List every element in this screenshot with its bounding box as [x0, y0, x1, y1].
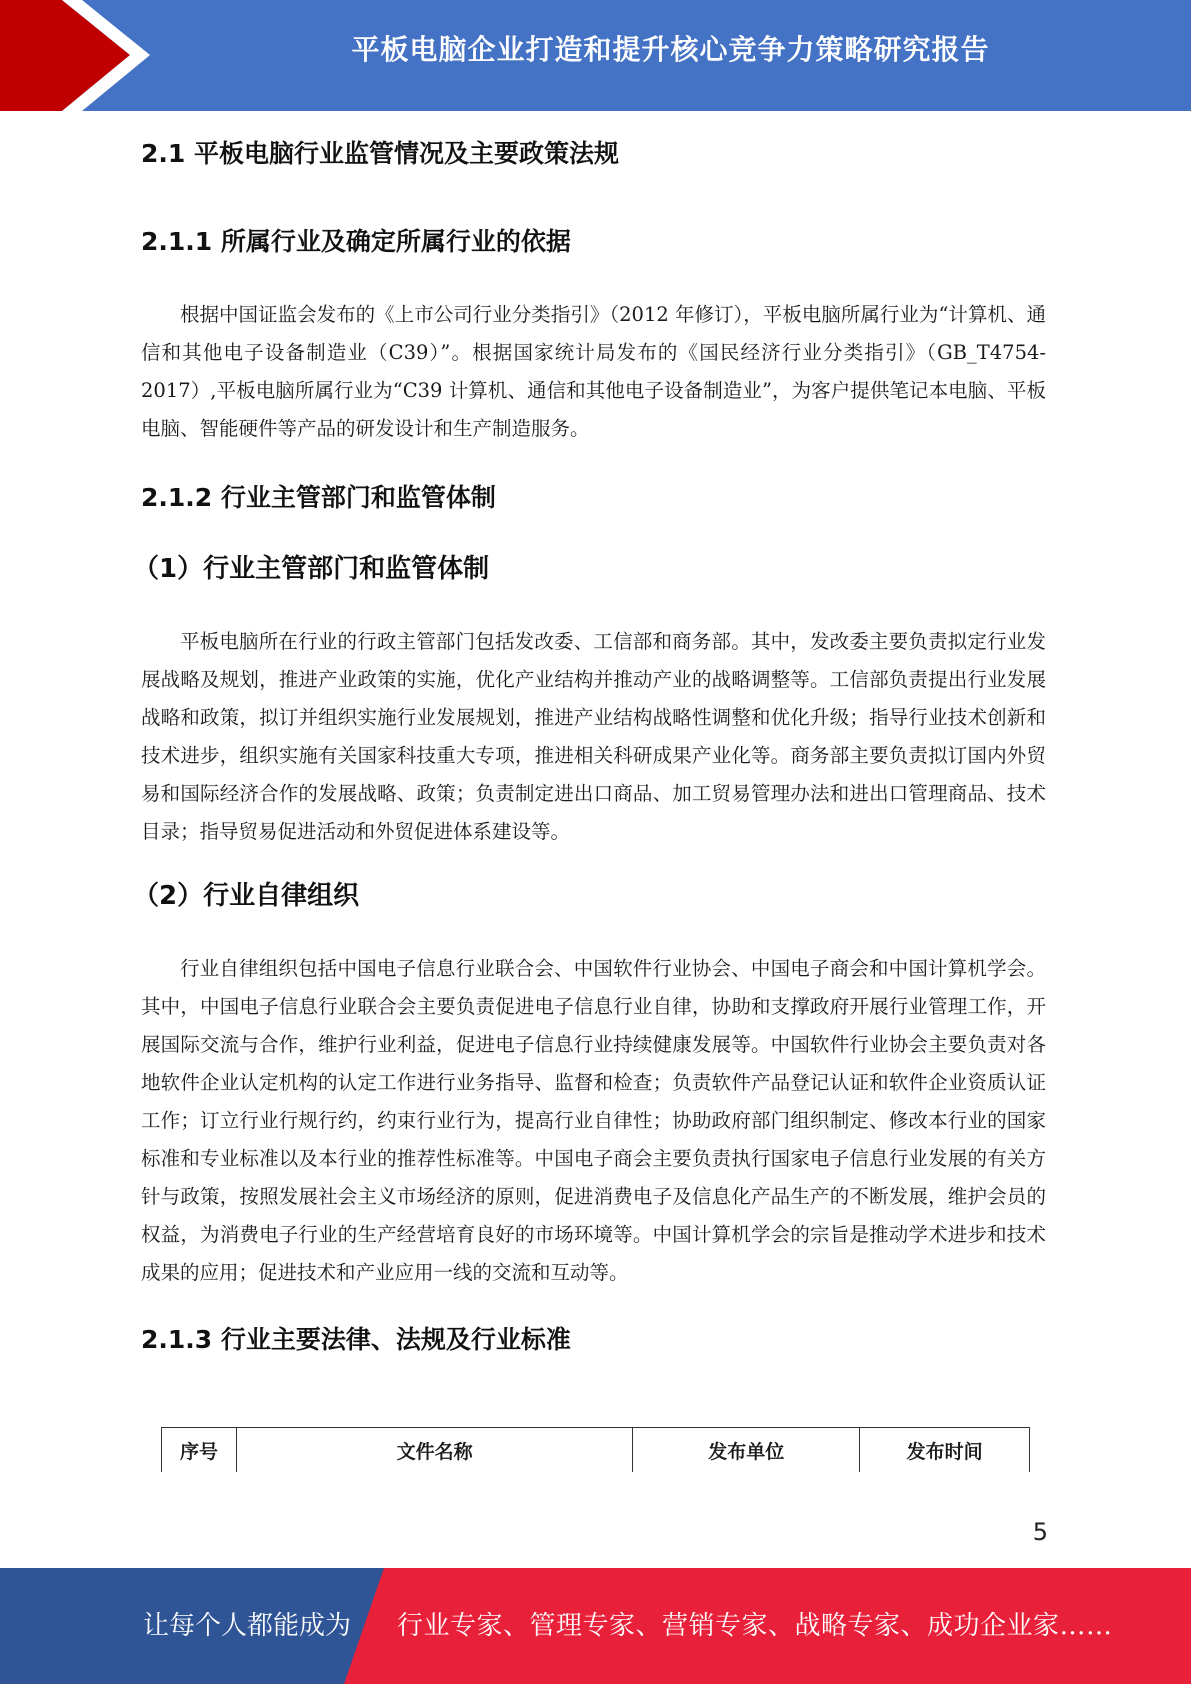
main-content — [133, 120, 1046, 1356]
page-number: 5 — [1032, 1518, 1048, 1546]
red-arrow-decoration — [0, 0, 150, 111]
section-heading-2-1: 2.1 平板电脑行业监管情况及主要政策法规 — [141, 139, 619, 168]
column-header-document-name: 文件名称 — [236, 1428, 633, 1473]
paragraph-regulatory-authority: 平板电脑所在行业的行政主管部门包括发改委、工信部和商务部。其中，发改委主要负责拟定行业发展战略及规划，推进产业政策的实施，优化产业结构并推动产业的战略调整等。工信部负责提出行业发展战略和政策，拟订并组织实施行业发展规划，推进产业结构战略性调整和优化升级；指导行业技术创新和技术进步，组织实施有关国家科技重大专项，推进相关科研成果产业化等。商务部主要负责拟订国内外贸易和国际经济合作的发展战略、政策；负责制定进出口商品、加工贸易管理办法和进出口管理商品、技术目录；指导贸易促进活动和外贸促进体系建设等。 — [141, 630, 1046, 843]
laws-table — [161, 1427, 1030, 1472]
column-header-issue-date: 发布时间 — [860, 1428, 1030, 1473]
report-title: 平板电脑企业打造和提升核心竞争力策略研究报告 — [351, 33, 990, 66]
column-header-issuer: 发布单位 — [633, 1428, 860, 1473]
table-header-row — [162, 1428, 1030, 1473]
subheading-regulatory-authority: （1）行业主管部门和监管体制 — [133, 554, 490, 584]
header-banner — [0, 0, 1191, 111]
subheading-self-regulatory-org: （2）行业自律组织 — [133, 881, 360, 911]
footer-slogan-left: 让每个人都能成为 — [143, 1611, 352, 1641]
section-heading-2-1-1: 2.1.1 所属行业及确定所属行业的依据 — [141, 227, 571, 256]
column-header-index: 序号 — [162, 1428, 237, 1473]
paragraph-industry-classification: 根据中国证监会发布的《上市公司行业分类指引》（2012 年修订），平板电脑所属行业为“计算机、通信和其他电子设备制造业（C39）”。根据国家统计局发布的《国民经济行业分类指引》（GB_T4754-2017）,平板电脑所属行业为“C39 计算机、通信和其他电子设备制造业”，为客户提供笔记本电脑、平板电脑、智能硬件等产品的研发设计和生产制造服务。 — [141, 303, 1046, 440]
section-heading-2-1-3: 2.1.3 行业主要法律、法规及行业标准 — [141, 1325, 571, 1354]
footer-slogan-right: 行业专家、管理专家、营销专家、战略专家、成功企业家…… — [397, 1611, 1113, 1641]
footer-banner — [0, 1568, 1191, 1684]
paragraph-self-regulatory-org: 行业自律组织包括中国电子信息行业联合会、中国软件行业协会、中国电子商会和中国计算机学会。其中，中国电子信息行业联合会主要负责促进电子信息行业自律，协助和支撑政府开展行业管理工作，开展国际交流与合作，维护行业利益，促进电子信息行业持续健康发展等。中国软件行业协会主要负责对各地软件企业认定机构的认定工作进行业务指导、监督和检查；负责软件产品登记认证和软件企业资质认证工作；订立行业行规行约，约束行业行为，提高行业自律性；协助政府部门组织制定、修改本行业的国家标准和专业标准以及本行业的推荐性标准等。中国电子商会主要负责执行国家电子信息行业发展的有关方针与政策，按照发展社会主义市场经济的原则，促进消费电子及信息化产品生产的不断发展，维护会员的权益，为消费电子行业的生产经营培育良好的市场环境等。中国计算机学会的宗旨是推动学术进步和技术成果的应用；促进技术和产业应用一线的交流和互动等。 — [141, 957, 1046, 1284]
section-heading-2-1-2: 2.1.2 行业主管部门和监管体制 — [141, 483, 496, 512]
